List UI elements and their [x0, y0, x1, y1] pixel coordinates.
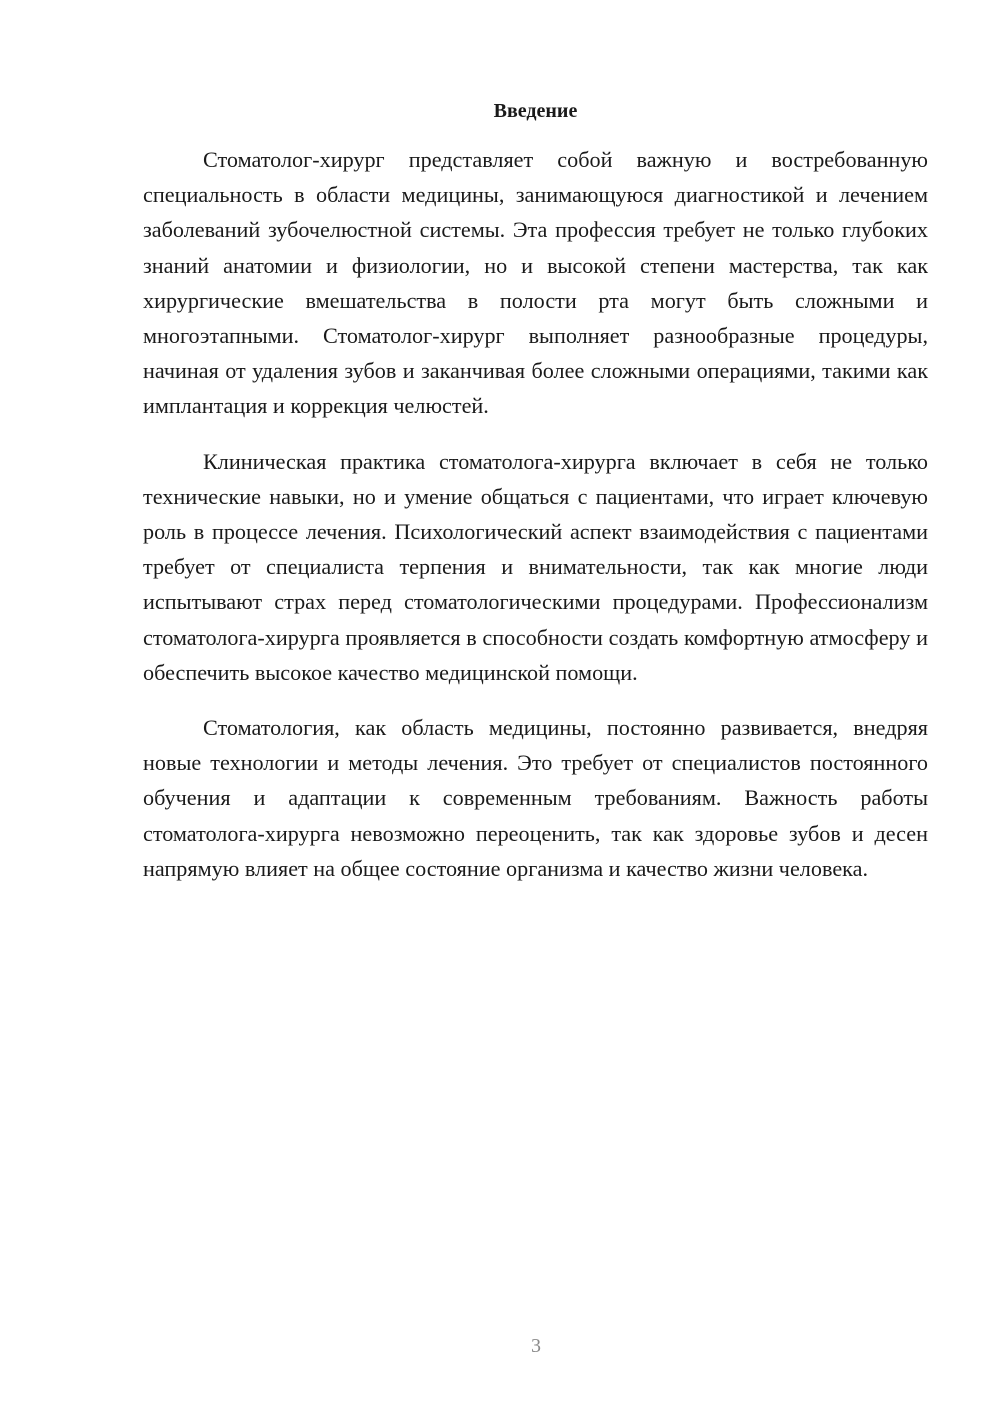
paragraph-3: Стоматология, как область медицины, постоянно развивается, внедряя новые технологии и методы лечения. Это требует от специалистов постоянного обучения и адаптации к современным требованиям. Важность работы стоматолога-хирурга невозможно переоценить, так как здоровье зубов и десен напрямую влияет на общее состояние организма и качество жизни человека.	[143, 715, 928, 881]
page-title: Введение	[493, 100, 578, 122]
document-body	[143, 142, 928, 906]
paragraph-1: Стоматолог-хирург представляет собой важную и востребованную специальность в области медицины, занимающуюся диагностикой и лечением заболеваний зубочелюстной системы. Эта профессия требует не только глубоких знаний анатомии и физиологии, но и высокой степени мастерства, так как хирургические вмешательства в полости рта могут быть сложными и многоэтапными. Стоматолог-хирург выполняет разнообразные процедуры, начиная от удаления зубов и заканчивая более сложными операциями, такими как имплантация и коррекция челюстей.	[143, 147, 928, 419]
paragraph-2: Клиническая практика стоматолога-хирурга включает в себя не только технические навыки, но и умение общаться с пациентами, что играет ключевую роль в процессе лечения. Психологический аспект взаимодействия с пациентами требует от специалиста терпения и внимательности, так как многие люди испытывают страх перед стоматологическими процедурами. Профессионализм стоматолога-хирурга проявляется в способности создать комфортную атмосферу и обеспечить высокое качество медицинской помощи.	[143, 448, 928, 685]
page-number: 3	[531, 1335, 541, 1357]
